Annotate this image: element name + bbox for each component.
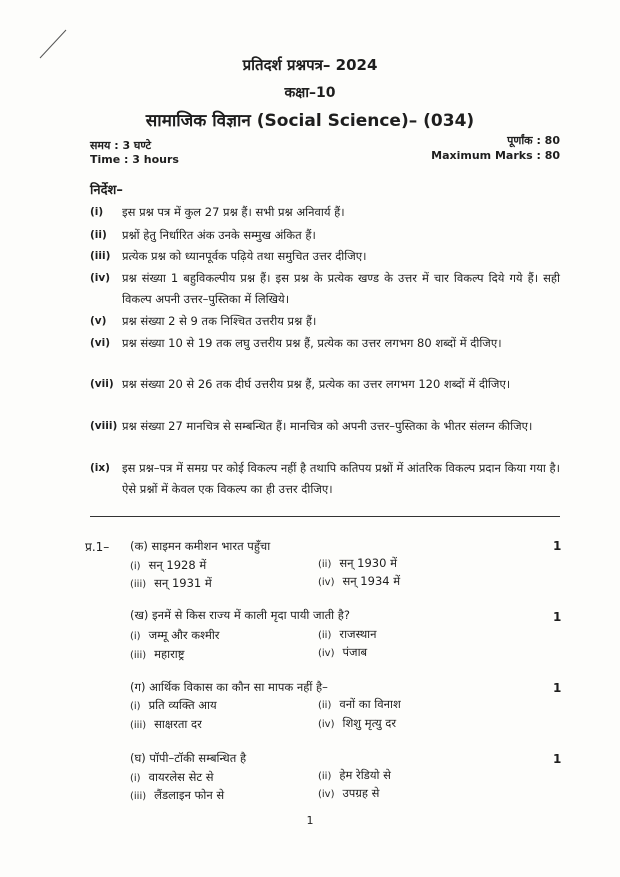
- instruction-text: इस प्रश्न पत्र में कुल 27 प्रश्न हैं। सभी प्रश्न अनिवार्य हैं।: [122, 205, 345, 219]
- option-number: (iv): [318, 577, 335, 588]
- option-text: सन् 1930 में: [339, 556, 397, 570]
- sub-question: (क) साइमन कमीशन भारत पहुँचा: [130, 539, 271, 553]
- instruction-item: [90, 416, 560, 437]
- option: [318, 716, 396, 731]
- option-text: वायरलेस सेट से: [148, 770, 214, 784]
- instruction-text: इस प्रश्न–पत्र में समग्र पर कोई विकल्प नहीं है तथापि कतिपय प्रश्नों में आंतरिक विकल्प प्रदान किया गया है। ऐसे प्रश्नों में केवल एक विकल्प का ही उत्तर दीजिए।: [122, 461, 560, 496]
- marks-value: 1: [553, 681, 562, 695]
- option-number: (i): [130, 773, 141, 784]
- option: [130, 576, 212, 591]
- divider-rule: [90, 516, 560, 517]
- instruction-number: (i): [90, 206, 104, 218]
- marks-value: 1: [553, 752, 562, 766]
- option: [130, 628, 220, 643]
- instruction-text: प्रश्न संख्या 10 से 19 तक लघु उत्तरीय प्रश्न हैं, प्रत्येक का उत्तर लगभग 80 शब्दों में दीजिए।: [122, 336, 502, 350]
- subject-line: सामाजिक विज्ञान (Social Science)– (034): [145, 111, 475, 131]
- option-text: उपग्रह से: [342, 786, 380, 800]
- option: [318, 574, 400, 589]
- paper-title: प्रतिदर्श प्रश्नपत्र– 2024: [242, 56, 378, 74]
- marks-value: 1: [553, 539, 562, 553]
- option: [130, 698, 217, 713]
- option-number: (ii): [318, 771, 332, 782]
- option-text: शिशु मृत्यु दर: [342, 716, 397, 730]
- option: [318, 786, 379, 801]
- instruction-text: प्रश्न संख्या 20 से 26 तक दीर्घ उत्तरीय प्रश्न हैं, प्रत्येक का उत्तर लगभग 120 शब्दों में दीजिए।: [122, 377, 511, 391]
- instruction-item: [90, 333, 560, 354]
- marks-value: 1: [553, 610, 562, 624]
- option-number: (iii): [130, 579, 147, 590]
- option-text: हेम रेडियो से: [339, 768, 391, 782]
- option-number: (ii): [318, 630, 332, 641]
- option: [130, 647, 185, 662]
- option-number: (i): [130, 561, 141, 572]
- option: [130, 558, 206, 573]
- option-text: राजस्थान: [339, 627, 377, 641]
- instruction-text: प्रश्न संख्या 27 मानचित्र से सम्बन्धित हैं। मानचित्र को अपनी उत्तर–पुस्तिका के भीतर संलग्न कीजिए।: [122, 419, 533, 433]
- time-hindi: समय : 3 घण्टे: [90, 139, 152, 152]
- instruction-text: प्रश्नों हेतु निर्धारित अंक उनके सम्मुख अंकित हैं।: [122, 228, 316, 242]
- option-text: पंजाब: [342, 645, 368, 659]
- option: [130, 788, 224, 803]
- option-text: वनों का विनाश: [339, 697, 401, 711]
- option-text: लैंडलाइन फोन से: [154, 788, 225, 802]
- option-number: (i): [130, 701, 141, 712]
- option-text: महाराष्ट्र: [154, 647, 185, 661]
- option-number: (ii): [318, 700, 332, 711]
- instruction-item: [90, 225, 560, 246]
- instruction-number: (ii): [90, 229, 107, 241]
- instruction-number: (vi): [90, 337, 111, 349]
- option-number: (iv): [318, 719, 335, 730]
- instruction-number: (ix): [90, 462, 110, 474]
- time-english: Time : 3 hours: [90, 153, 179, 166]
- option: [318, 556, 397, 571]
- option-number: (iv): [318, 648, 335, 659]
- option: [318, 645, 367, 660]
- instruction-item: [90, 311, 560, 332]
- option-number: (i): [130, 631, 141, 642]
- instruction-text: प्रत्येक प्रश्न को ध्यानपूर्वक पढ़िये तथा समुचित उत्तर दीजिए।: [122, 249, 367, 263]
- option-number: (iv): [318, 789, 335, 800]
- sub-question: (घ) पॉपी–टॉकी सम्बन्धित है: [130, 751, 247, 765]
- instruction-number: (viii): [90, 420, 118, 432]
- instruction-text: प्रश्न संख्या 1 बहुविकल्पीय प्रश्न हैं। इस प्रश्न के प्रत्येक खण्ड के उत्तर में चार विकल्प दिये गये हैं। सही विकल्प अपनी उत्तर–पुस्तिका में लिखिये।: [122, 271, 560, 306]
- question-number: प्र.1–: [85, 540, 110, 554]
- option-text: सन् 1931 में: [154, 576, 212, 590]
- instruction-item: [90, 268, 560, 310]
- option-number: (iii): [130, 720, 147, 731]
- page-number: 1: [306, 814, 314, 827]
- instruction-text: प्रश्न संख्या 2 से 9 तक निश्चित उत्तरीय प्रश्न हैं।: [122, 314, 317, 328]
- instruction-item: [90, 202, 560, 223]
- option-number: (iii): [130, 650, 147, 661]
- instructions-title: निर्देश–: [90, 183, 123, 198]
- marks-hindi: पूर्णांक : 80: [507, 134, 560, 147]
- option: [130, 770, 214, 785]
- class-line: कक्षा–10: [284, 85, 336, 101]
- option-text: साक्षरता दर: [154, 717, 202, 731]
- option: [318, 768, 391, 783]
- option-number: (iii): [130, 791, 147, 802]
- option-text: सन् 1928 में: [148, 558, 207, 572]
- option-number: (ii): [318, 559, 332, 570]
- instruction-item: [90, 374, 560, 395]
- instruction-item: [90, 458, 560, 500]
- sub-question: (ग) आर्थिक विकास का कौन सा मापक नहीं है–: [130, 680, 328, 694]
- instruction-number: (iv): [90, 272, 111, 284]
- option: [130, 717, 202, 732]
- instruction-number: (v): [90, 315, 107, 327]
- option-text: सन् 1934 में: [342, 574, 401, 588]
- option-text: जम्मू और कश्मीर: [148, 628, 220, 642]
- instruction-number: (vii): [90, 378, 114, 390]
- instruction-item: [90, 246, 560, 267]
- option: [318, 627, 377, 642]
- sub-question: (ख) इनमें से किस राज्य में काली मृदा पायी जाती है?: [130, 608, 350, 622]
- instruction-number: (iii): [90, 250, 111, 262]
- marks-english: Maximum Marks : 80: [431, 149, 560, 162]
- option: [318, 697, 401, 712]
- option-text: प्रति व्यक्ति आय: [148, 698, 217, 712]
